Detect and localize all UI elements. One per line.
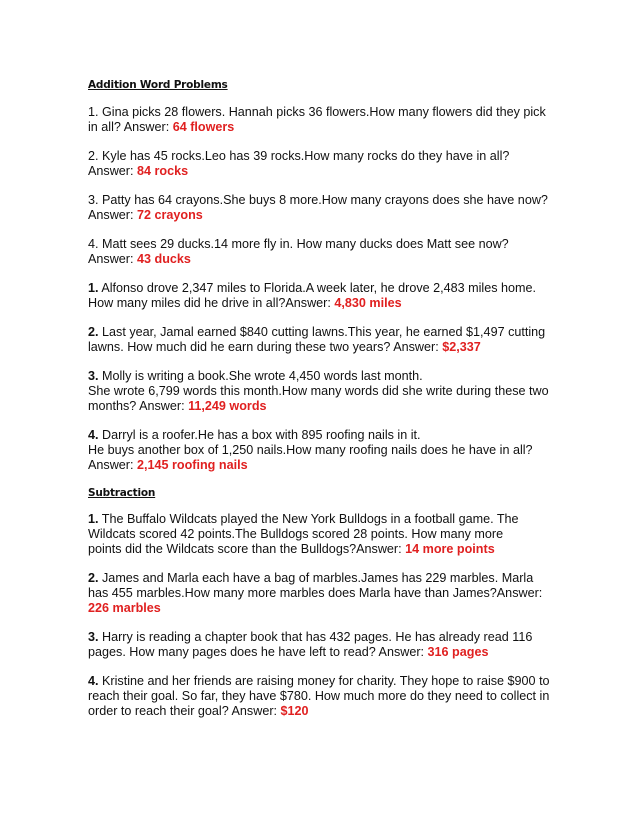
problem-text: Answer: xyxy=(88,458,137,472)
word-problem xyxy=(88,512,558,557)
problem-text: He buys another box of 1,250 nails.How many roofing nails does he have in all? xyxy=(88,443,533,457)
problem-line xyxy=(88,645,558,660)
problem-number: 1. xyxy=(88,281,99,295)
problem-line xyxy=(88,512,558,527)
answer-value: $120 xyxy=(280,704,309,718)
answer-value: 4,830 miles xyxy=(334,296,402,310)
problem-line xyxy=(88,384,558,399)
problem-number: 3. xyxy=(88,630,99,644)
problem-text: 2. Kyle has 45 rocks.Leo has 39 rocks.How many rocks do they have in all? xyxy=(88,149,510,163)
problem-text: Alfonso drove 2,347 miles to Florida.A week later, he drove 2,483 miles home. xyxy=(98,281,537,295)
problem-line xyxy=(88,399,558,414)
section-heading: Subtraction xyxy=(88,487,156,499)
word-problem xyxy=(88,630,558,660)
problem-text: James and Marla each have a bag of marbles.James has 229 marbles. Marla xyxy=(98,571,534,585)
problem-text: Darryl is a roofer.He has a box with 895 roofing nails in it. xyxy=(98,428,421,442)
answer-value: 2,145 roofing nails xyxy=(137,458,248,472)
problem-line xyxy=(88,120,558,135)
answer-value: 64 flowers xyxy=(172,120,235,134)
problem-text: in all? Answer: xyxy=(88,120,173,134)
answer-value: 226 marbles xyxy=(88,601,161,615)
word-problem xyxy=(88,325,558,355)
answer-value: 14 more points xyxy=(405,542,495,556)
problem-line xyxy=(88,281,558,296)
problem-line xyxy=(88,252,558,267)
problem-line xyxy=(88,164,558,179)
problem-number: 4. xyxy=(88,428,99,442)
problem-line xyxy=(88,193,558,208)
problem-text: lawns. How much did he earn during these two years? Answer: xyxy=(88,340,443,354)
problem-line xyxy=(88,105,558,120)
problem-number: 4. xyxy=(88,674,99,688)
problem-number: 2. xyxy=(88,325,99,339)
problem-line xyxy=(88,571,558,586)
problem-line xyxy=(88,296,558,311)
word-problem xyxy=(88,281,558,311)
problem-line xyxy=(88,527,558,542)
problem-line xyxy=(88,149,558,164)
problem-text: pages. How many pages does he have left to read? Answer: xyxy=(88,645,428,659)
problem-line xyxy=(88,325,558,340)
problem-text: Harry is reading a chapter book that has 432 pages. He has already read 116 xyxy=(98,630,533,644)
answer-value: 316 pages xyxy=(427,645,489,659)
problem-number: 1. xyxy=(88,512,99,526)
problem-text: Wildcats scored 42 points.The Bulldogs scored 28 points. How many more xyxy=(88,527,504,541)
problem-line xyxy=(88,369,558,384)
problem-line xyxy=(88,542,558,557)
problem-line xyxy=(88,237,558,252)
problem-text: 1. Gina picks 28 flowers. Hannah picks 36 flowers.How many flowers did they pick xyxy=(88,105,546,119)
answer-value: 84 rocks xyxy=(137,164,189,178)
problem-line xyxy=(88,704,558,719)
problem-text: points did the Wildcats score than the Bulldogs?Answer: xyxy=(88,542,406,556)
problem-number: 2. xyxy=(88,571,99,585)
problem-text: has 455 marbles.How many more marbles does Marla have than James?Answer: xyxy=(88,586,543,600)
problem-line xyxy=(88,586,558,601)
problem-text: She wrote 6,799 words this month.How many words did she write during these two xyxy=(88,384,549,398)
problem-text: reach their goal. So far, they have $780. How much more do they need to collect in xyxy=(88,689,550,703)
problem-text: Answer: xyxy=(88,208,137,222)
problem-line xyxy=(88,689,558,704)
word-problem xyxy=(88,571,558,616)
word-problem xyxy=(88,369,558,414)
problem-text: order to reach their goal? Answer: xyxy=(88,704,281,718)
word-problem xyxy=(88,193,558,223)
problem-text: Answer: xyxy=(88,252,137,266)
problem-line xyxy=(88,443,558,458)
word-problem xyxy=(88,237,558,267)
problem-line xyxy=(88,630,558,645)
problem-text: Kristine and her friends are raising money for charity. They hope to raise $900 to xyxy=(98,674,550,688)
word-problem xyxy=(88,428,558,473)
worksheet-content xyxy=(88,79,558,733)
word-problem xyxy=(88,149,558,179)
problem-line xyxy=(88,601,558,616)
problem-text: 3. Patty has 64 crayons.She buys 8 more.How many crayons does she have now? xyxy=(88,193,548,207)
problem-text: Answer: xyxy=(88,164,137,178)
answer-value: 11,249 words xyxy=(188,399,267,413)
problem-text: Last year, Jamal earned $840 cutting lawns.This year, he earned $1,497 cutting xyxy=(98,325,546,339)
problem-text: Molly is writing a book.She wrote 4,450 words last month. xyxy=(98,369,423,383)
problem-text: The Buffalo Wildcats played the New York Bulldogs in a football game. The xyxy=(98,512,519,526)
word-problem xyxy=(88,674,558,719)
problem-text: months? Answer: xyxy=(88,399,189,413)
problem-line xyxy=(88,208,558,223)
section-heading: Addition Word Problems xyxy=(88,79,228,91)
problem-line xyxy=(88,674,558,689)
answer-value: 72 crayons xyxy=(137,208,203,222)
answer-value: $2,337 xyxy=(442,340,481,354)
word-problem xyxy=(88,105,558,135)
problem-number: 3. xyxy=(88,369,99,383)
problem-line xyxy=(88,428,558,443)
problem-line xyxy=(88,458,558,473)
answer-value: 43 ducks xyxy=(137,252,191,266)
problem-line xyxy=(88,340,558,355)
problem-text: 4. Matt sees 29 ducks.14 more fly in. How many ducks does Matt see now? xyxy=(88,237,509,251)
problem-text: How many miles did he drive in all?Answer: xyxy=(88,296,335,310)
